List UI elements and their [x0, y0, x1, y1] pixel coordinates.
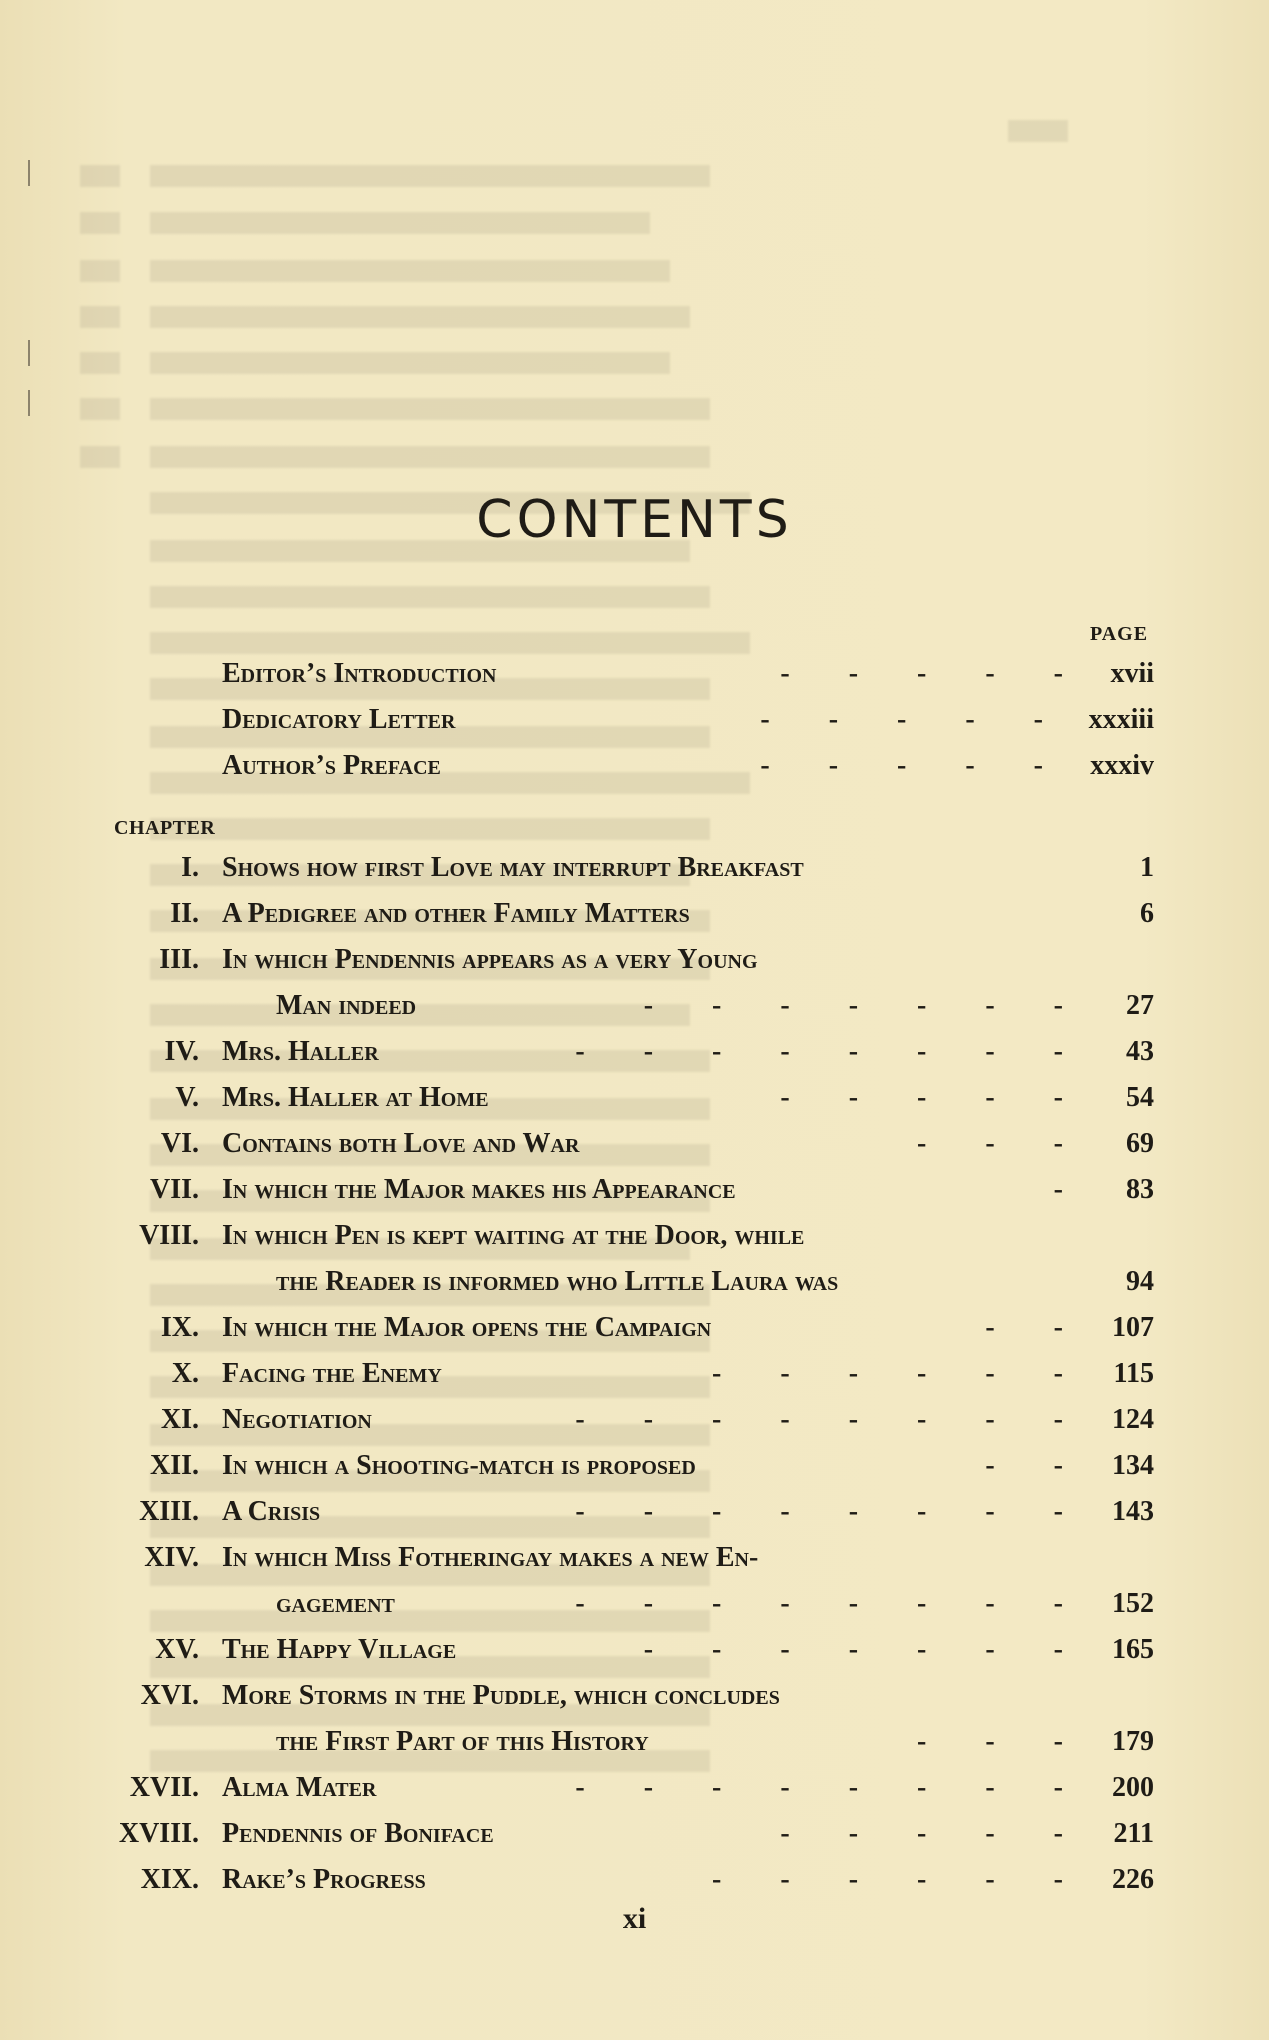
entry-title: Mrs. Haller at Home [222, 1082, 489, 1113]
chapter-number: V. [175, 1082, 199, 1113]
leader-dots: - - - - - [760, 750, 1069, 781]
chapter-number: I. [181, 852, 199, 883]
entry-page: xvii [1110, 658, 1154, 689]
chapter-number: XII. [149, 1450, 199, 1481]
entry-page: 27 [1126, 990, 1154, 1021]
toc-entry [0, 1167, 1269, 1213]
toc-entry [0, 1535, 1269, 1581]
leader-dots: - - [985, 1312, 1089, 1343]
toc-entry [0, 1443, 1269, 1489]
entry-page: 152 [1112, 1588, 1154, 1619]
toc-entry-continuation [0, 1719, 1269, 1765]
entry-page: 124 [1112, 1404, 1154, 1435]
entry-page: 69 [1126, 1128, 1154, 1159]
chapter-number: XVI. [140, 1680, 199, 1711]
toc-entry [0, 743, 1269, 789]
toc-entry [0, 1673, 1269, 1719]
page-column-header: PAGE [1090, 623, 1149, 645]
page-folio: xi [622, 1902, 647, 1935]
leader-dots: - - - - - - - [643, 990, 1089, 1021]
gutter-mark [28, 390, 30, 416]
entry-page: 6 [1140, 898, 1154, 929]
entry-title: In which Pen is kept waiting at the Door, while [222, 1220, 805, 1251]
entry-title: Shows how first Love may interrupt Breakfast [222, 852, 804, 883]
toc-entry [0, 1397, 1269, 1443]
entry-title: A Pedigree and other Family Matters [222, 898, 690, 929]
entry-title: In which the Major makes his Appearance [222, 1174, 736, 1205]
entry-page: 179 [1112, 1726, 1154, 1757]
entry-page: 211 [1113, 1818, 1154, 1849]
entry-title: Pendennis of Boniface [222, 1818, 494, 1849]
toc-entry [0, 845, 1269, 891]
leader-dots: - - - [917, 1128, 1089, 1159]
entry-title: Facing the Enemy [222, 1358, 442, 1389]
chapter-number: II. [170, 898, 199, 929]
entry-title: Rake’s Progress [222, 1864, 426, 1895]
gutter-mark [28, 160, 30, 186]
chapter-number: VII. [149, 1174, 199, 1205]
chapter-number: VIII. [139, 1220, 199, 1251]
entry-title: In which Miss Fotheringay makes a new En- [222, 1542, 759, 1573]
toc-entry [0, 1489, 1269, 1535]
chapter-number: XV. [155, 1634, 199, 1665]
toc-entry [0, 937, 1269, 983]
leader-dots: - - - - - - - - [575, 1036, 1089, 1067]
entry-page: 107 [1112, 1312, 1154, 1343]
entry-title: In which the Major opens the Campaign [222, 1312, 712, 1343]
entry-page: 54 [1126, 1082, 1154, 1113]
toc-entry-continuation [0, 983, 1269, 1029]
chapter-number: XIII. [139, 1496, 199, 1527]
leader-dots: - - - - - - [712, 1358, 1089, 1389]
toc-entry-continuation [0, 1581, 1269, 1627]
entry-title: In which Pendennis appears as a very Young [222, 944, 758, 975]
chapter-number: VI. [160, 1128, 199, 1159]
leader-dots: - - - - - - - - [575, 1588, 1089, 1619]
entry-page: 165 [1112, 1634, 1154, 1665]
toc-entry [0, 1121, 1269, 1167]
entry-page: 134 [1112, 1450, 1154, 1481]
leader-dots: - - - - - [780, 1818, 1089, 1849]
entry-page: 43 [1126, 1036, 1154, 1067]
entry-title: Editor’s Introduction [222, 658, 497, 689]
entry-page: xxxiii [1088, 704, 1154, 735]
toc-entry [0, 697, 1269, 743]
toc-entry [0, 1857, 1269, 1903]
leader-dots: - - - [917, 1726, 1089, 1757]
chapter-number: IV. [164, 1036, 199, 1067]
entry-title: A Crisis [222, 1496, 321, 1527]
entry-page: 115 [1113, 1358, 1154, 1389]
chapter-number: XI. [160, 1404, 199, 1435]
toc-entry [0, 1305, 1269, 1351]
chapter-number: X. [171, 1358, 199, 1389]
leader-dots: - - - - - - - [643, 1634, 1089, 1665]
entry-title: In which a Shooting-match is proposed [222, 1450, 696, 1481]
leader-dots: - - - - - - - - [575, 1404, 1089, 1435]
entry-title: The Happy Village [222, 1634, 457, 1665]
entry-title-continued: the Reader is informed who Little Laura was [276, 1266, 839, 1297]
chapter-number: XIV. [144, 1542, 199, 1573]
chapter-number: XVII. [129, 1772, 199, 1803]
entry-page: 226 [1112, 1864, 1154, 1895]
leader-dots: - [1053, 1174, 1089, 1205]
leader-dots: - - - - - - - - [575, 1496, 1089, 1527]
toc-entry [0, 1075, 1269, 1121]
toc-entry [0, 1765, 1269, 1811]
entry-page: 200 [1112, 1772, 1154, 1803]
entry-title: Mrs. Haller [222, 1036, 379, 1067]
toc-entry [0, 1351, 1269, 1397]
chapter-column-header: CHAPTER [114, 817, 216, 839]
entry-title: Contains both Love and War [222, 1128, 580, 1159]
entry-page: 83 [1126, 1174, 1154, 1205]
entry-title: Author’s Preface [222, 750, 441, 781]
entry-title: More Storms in the Puddle, which concludes [222, 1680, 780, 1711]
leader-dots: - - [985, 1450, 1089, 1481]
chapter-number: IX. [160, 1312, 199, 1343]
page-title: CONTENTS [476, 490, 793, 550]
gutter-mark [28, 340, 30, 366]
leader-dots: - - - - - [780, 658, 1089, 689]
leader-dots: - - - - - [780, 1082, 1089, 1113]
entry-page: 1 [1140, 852, 1154, 883]
toc-entry-continuation [0, 1259, 1269, 1305]
leader-dots: - - - - - - - - [575, 1772, 1089, 1803]
toc-entry [0, 891, 1269, 937]
entry-title-continued: gagement [276, 1588, 395, 1619]
leader-dots: - - - - - - [712, 1864, 1089, 1895]
leader-dots: - - - - - [760, 704, 1069, 735]
chapter-number: XVIII. [118, 1818, 199, 1849]
entry-title-continued: Man indeed [276, 990, 417, 1021]
entry-page: 94 [1126, 1266, 1154, 1297]
entry-page: 143 [1112, 1496, 1154, 1527]
toc-entry [0, 1627, 1269, 1673]
entry-title: Dedicatory Letter [222, 704, 456, 735]
entry-title-continued: the First Part of this History [276, 1726, 649, 1757]
toc-entry [0, 1029, 1269, 1075]
entry-title: Alma Mater [222, 1772, 377, 1803]
toc-entry [0, 651, 1269, 697]
entry-title: Negotiation [222, 1404, 372, 1435]
chapter-number: III. [159, 944, 199, 975]
chapter-number: XIX. [140, 1864, 199, 1895]
toc-entry [0, 1213, 1269, 1259]
entry-page: xxxiv [1090, 750, 1154, 781]
toc-entry [0, 1811, 1269, 1857]
